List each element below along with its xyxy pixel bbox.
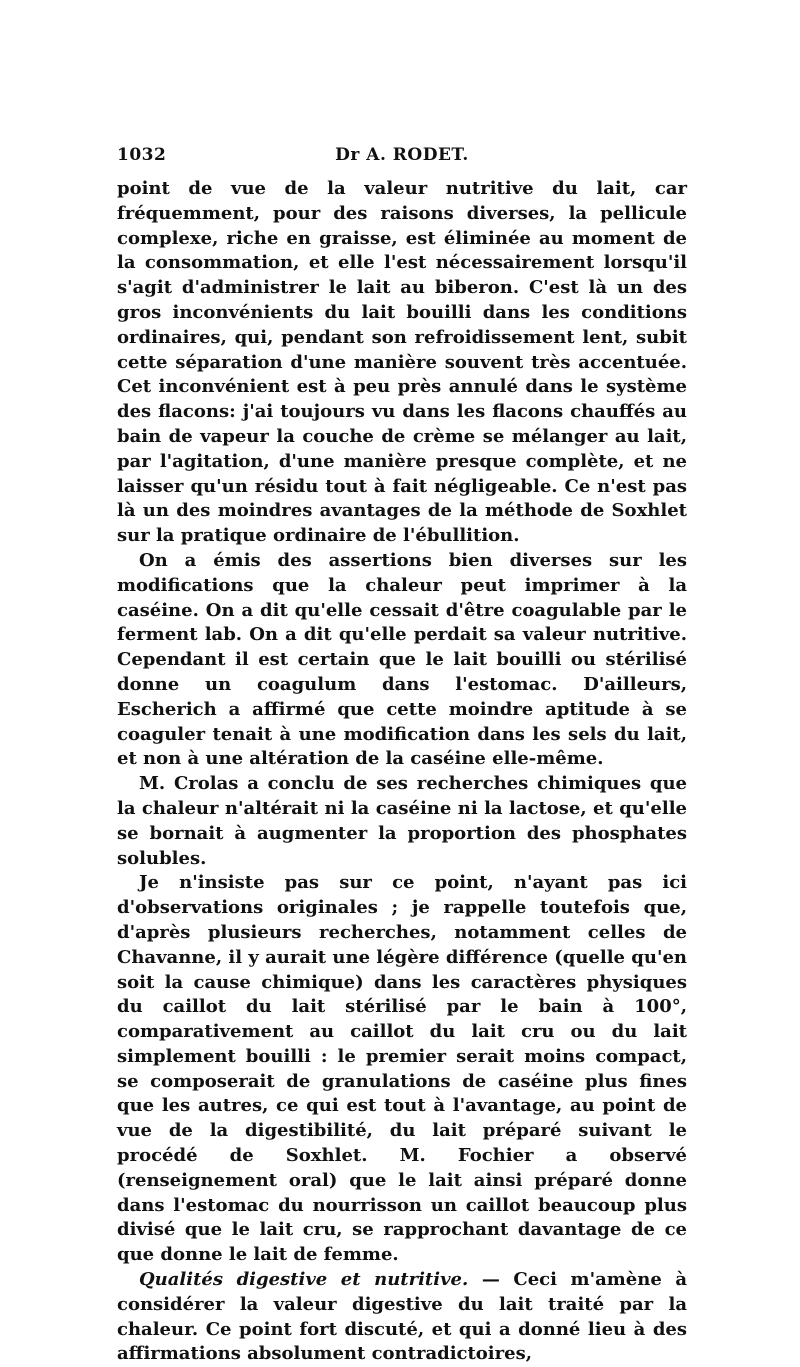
paragraph-2: On a émis des assertions bien diverses sur les modifications que la chaleur peut imprimer à la caséine. On a dit qu'elle cessait d'être coagulable par le ferment lab. On a dit qu'elle perdait sa valeur nutritive. Cependant il est certain que le lait bouilli ou stérilisé donne un coagulum dans l'estomac. D'ailleurs, Escherich a affirmé que cette moindre aptitude à se coaguler tenait à une modification dans les sels du lait, et non à une altération de la caséine elle-même. <box>117 549 687 770</box>
page <box>117 145 687 1367</box>
paragraph-1: point de vue de la valeur nutritive du lait, car fréquemment, pour des raisons diverses, la pellicule complexe, riche en graisse, est éliminée au moment de la consommation, et elle l'est nécessairement lorsqu'il s'agit d'administrer le lait au biberon. C'est là un des gros inconvénients du lait bouilli dans les conditions ordinaires, qui, pendant son refroidissement lent, subit cette séparation d'une manière souvent très accentuée. Cet inconvénient est à peu près annulé dans le système des flacons: j'ai toujours vu dans les flacons chauffés au bain de vapeur la couche de crème se mélanger au lait, par l'agitation, d'une manière presque complète, et ne laisser qu'un résidu tout à fait négligeable. Ce n'est pas là un des moindres avantages de la méthode de Soxhlet sur la pratique ordinaire de l'ébullition. <box>117 178 687 547</box>
paragraph-5 <box>117 1268 687 1367</box>
paragraph-3: M. Crolas a conclu de ses recherches chimiques que la chaleur n'altérait ni la caséine ni la lactose, et qu'elle se bornait à augmenter la proportion des phosphates solubles. <box>117 773 687 869</box>
running-head <box>117 145 687 173</box>
section-heading: Qualités digestive et nutritive. <box>139 1269 469 1291</box>
running-head-title: Dr A. RODET. <box>335 145 469 165</box>
paragraph-4: Je n'insiste pas sur ce point, n'ayant pas ici d'observations originales ; je rappelle toutefois que, d'après plusieurs recherches, notamment celles de Chavanne, il y aurait une légère différence (quelle qu'en soit la cause chimique) dans les caractères physiques du caillot du lait stérilisé par le bain à 100°, comparativement au caillot du lait cru ou du lait simplement bouilli : le premier serait moins compact, se composerait de granulations de caséine plus fines que les autres, ce qui est tout à l'avantage, au point de vue de la digestibilité, du lait préparé suivant le procédé de Soxhlet. M. Fochier a observé (renseignement oral) que le lait ainsi préparé donne dans l'estomac du nourrisson un caillot beaucoup plus divisé que le lait cru, se rapprochant davantage de ce que donne le lait de femme. <box>117 872 687 1266</box>
body-text <box>117 177 687 1367</box>
page-number: 1032 <box>117 145 167 165</box>
paragraph-5-text: — Ceci m'amène à considérer la valeur digestive du lait traité par la chaleur. Ce point fort discuté, et qui a donné lieu à des affirmations absolument contradictoires, <box>117 1269 688 1365</box>
